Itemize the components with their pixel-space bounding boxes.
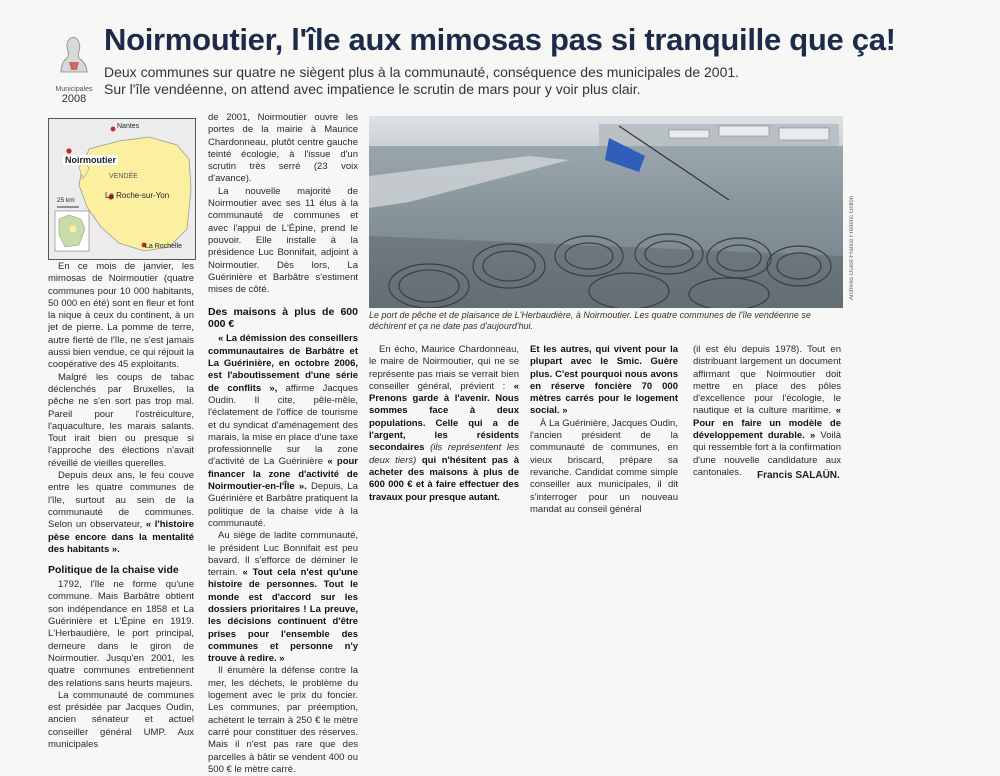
- paragraph: À La Guérinière, Jacques Oudin, l'ancien président de la communauté de communes, en vieux briscard, prépare sa revanche. Candidat comme simple conseiller aux municipales, il dit s'interroger pour un nouveau mandat au conseil général: [530, 417, 678, 515]
- logo-year: 2008: [61, 93, 87, 105]
- paragraph: [208, 530, 358, 665]
- paragraph: de 2001, Noirmoutier ouvre les portes de la mairie à Maurice Chardonneau, plutôt centre gauche teinté écologie, à l'issue d'un scrutin très serré (23 voix d'avance).: [208, 112, 358, 185]
- photo-credit: Archives Ouest-France Frédéric Grillon: [849, 195, 855, 300]
- paragraph: [48, 470, 194, 556]
- quote: « l'histoire pèse encore dans la mentalité des habitants ».: [48, 519, 195, 555]
- location-map: [48, 118, 196, 260]
- subhead-line-2: Sur l'île vendéenne, on attend avec impatience le scrutin de mars pour y voir plus clair.: [104, 81, 641, 97]
- paragraph: [208, 333, 358, 530]
- paragraph: La nouvelle majorité de Noirmoutier avec ses 11 élus à la communauté de communes et avec l'appui de L'Épine, prend le pouvoir. Elle installe à la présidence Luc Bonnifait, adjoint à Noirmoutier. Dès lors, La Guérinière et Barbâtre s'estiment mises de côté.: [208, 185, 358, 296]
- municipales-2008-logo: [48, 34, 100, 106]
- section-heading: Des maisons à plus de 600 000 €: [208, 306, 358, 331]
- quote: « Tout cela n'est qu'une histoire de personnes. Tout le monde est d'accord sur les dossiers prioritaires ! La preuve, les décisions continuent d'être prises pour l'ensemble des communes et personne n'y trouve à redire. »: [208, 567, 359, 665]
- text-span: Voilà qui ressemble fort à la confirmation d'une nouvelle candidature aux cantonales.: [693, 430, 841, 478]
- harbour-photo: [369, 116, 843, 308]
- text-span: affirme Jacques Oudin. Il cite, pêle-mêle, l'éclatement de l'office de tourisme et du syndicat d'aménagement des marais, la mise en place d'une taxe professionnelle sur la zone d'activité de La Guérinière: [208, 382, 358, 468]
- map-scale-label: 25 km: [57, 197, 75, 204]
- paragraph: 1792, l'île ne forme qu'une commune. Mais Barbâtre obtient son indépendance en 1858 et La Guérinière et L'Épine en 1919. L'Herbaudière, le port principal, demeure dans le giron de Noirmoutier. Jusqu'en 2001, les quatre communes entretiennent des relations sans heurts majeurs.: [48, 579, 194, 689]
- quote: qui n'hésitent pas à acheter des maisons à plus de 600 000 € et à faire effectuer des travaux pour presque autant.: [369, 454, 519, 503]
- map-label-la-rochelle: La Rochelle: [145, 243, 182, 250]
- paragraph: La communauté de communes est présidée par Jacques Oudin, ancien sénateur et actuel conseiller général UMP. Aux municipales: [48, 689, 194, 750]
- map-label-noirmoutier: Noirmoutier: [65, 155, 117, 165]
- text-span: (il est élu depuis 1978). Tout en distribuant largement un document affirmant que Noirmoutier doit mettre en place des pôles d'excellence pour l'écologie, le nautique et la culture maritime.: [693, 344, 841, 417]
- paragraph: [530, 344, 678, 418]
- paragraph: [693, 344, 841, 479]
- map-label-nantes: Nantes: [117, 123, 140, 130]
- text-span: En écho, Maurice Chardonneau, le maire de Noirmoutier, qui ne se représente pas mais se verrait bien conseiller général, prévient :: [369, 344, 519, 392]
- text-span: Depuis, La Guérinière et Barbâtre pratiquent la politique de la chaise vide à la communauté.: [208, 481, 359, 529]
- subhead-line-1: Deux communes sur quatre ne siègent plus à la communauté, conséquence des municipales de 2001.: [104, 64, 740, 80]
- photo-caption: Le port de pêche et de plaisance de L'Herbaudière, à Noirmoutier. Les quatre communes de l'île vendéenne se déchirent et ça ne date pas d'aujourd'hui.: [369, 310, 811, 331]
- paragraph: Il énumère la défense contre la mer, les déchets, le problème du logement avec le prix du foncier. Les communes, par préemption, achètent le terrain à 250 € le mètre carré pour constituer des réserves. Mais il n'est pas rare que des parcelles à bâtir se vendent 400 ou 500 € le mètre carré.: [208, 665, 358, 775]
- article-column-4: [530, 344, 678, 516]
- article-column-5: [693, 344, 841, 479]
- headline: Noirmoutier, l'île aux mimosas pas si tranquille que ça!: [104, 22, 896, 57]
- text-span: Depuis deux ans, le feu couve entre les quatre communes de l'île, surtout au sein de la communauté de communes. Selon un observateur,: [48, 470, 194, 531]
- harbour-photo-image: [369, 116, 843, 308]
- marianne-bust-icon: [59, 34, 89, 80]
- quote: « La démission des conseillers communautaires de Barbâtre et La Guérinière, en octobre 2006, est l'aboutissement d'une série de conflits »,: [208, 333, 358, 394]
- quote: « pour financer la zone d'activité de Noirmoutier-en-l'Île ».: [208, 456, 359, 493]
- paragraph: Malgré les coups de tabac déclenchés par Bruxelles, la pêche ne s'en sort pas trop mal. Pareil pour l'ostréiculture, l'aquaculture, les marais salants. Tout irait bien ou presque si l'approche des élections n'avait réveillé de vieilles querelles.: [48, 371, 194, 469]
- article-column-2: [208, 112, 358, 776]
- map-label-roche-sur-yon: La Roche-sur-Yon: [105, 191, 170, 200]
- article-column-1: [48, 261, 194, 751]
- map-label-vendee: VENDÉE: [109, 173, 138, 180]
- quote: « Pour en faire un modèle de développement durable. »: [693, 405, 841, 442]
- aside: (ils représentent les deux tiers): [369, 442, 519, 466]
- vendee-map: [49, 119, 195, 259]
- subheadline: [104, 64, 804, 98]
- quote: Et les autres, qui vivent pour la plupart avec le Smic. Guère plus. C'est pourquoi nous avons en réserve foncière 70 000 mètres carrés pour le logement social. »: [530, 344, 678, 417]
- paragraph: En ce mois de janvier, les mimosas de Noirmoutier (quatre communes pour 10 000 habitants, 50 000 en été) sont en fleur et font la nique à ceux du continent, à un jet de pierre. La pomme de terre, autre fierté de l'île, ne s'est jamais aussi bien vendue, ce qui réjouit la coopérative des 45 exploitants.: [48, 261, 194, 371]
- text-span: Au siège de ladite communauté, le président Luc Bonnifait est peu bavard. Il s'efforce de déminer le terrain.: [208, 530, 358, 579]
- logo-label: Municipales: [55, 86, 93, 93]
- article-column-3: [369, 344, 519, 504]
- quote: « Prenons garde à l'avenir. Nous sommes face à deux populations. Celle qui a de l'argent, les résidents secondaires: [369, 380, 519, 454]
- author-signature: Francis SALAÜN.: [757, 470, 840, 481]
- paragraph: [369, 344, 519, 504]
- section-heading: Politique de la chaise vide: [48, 564, 179, 577]
